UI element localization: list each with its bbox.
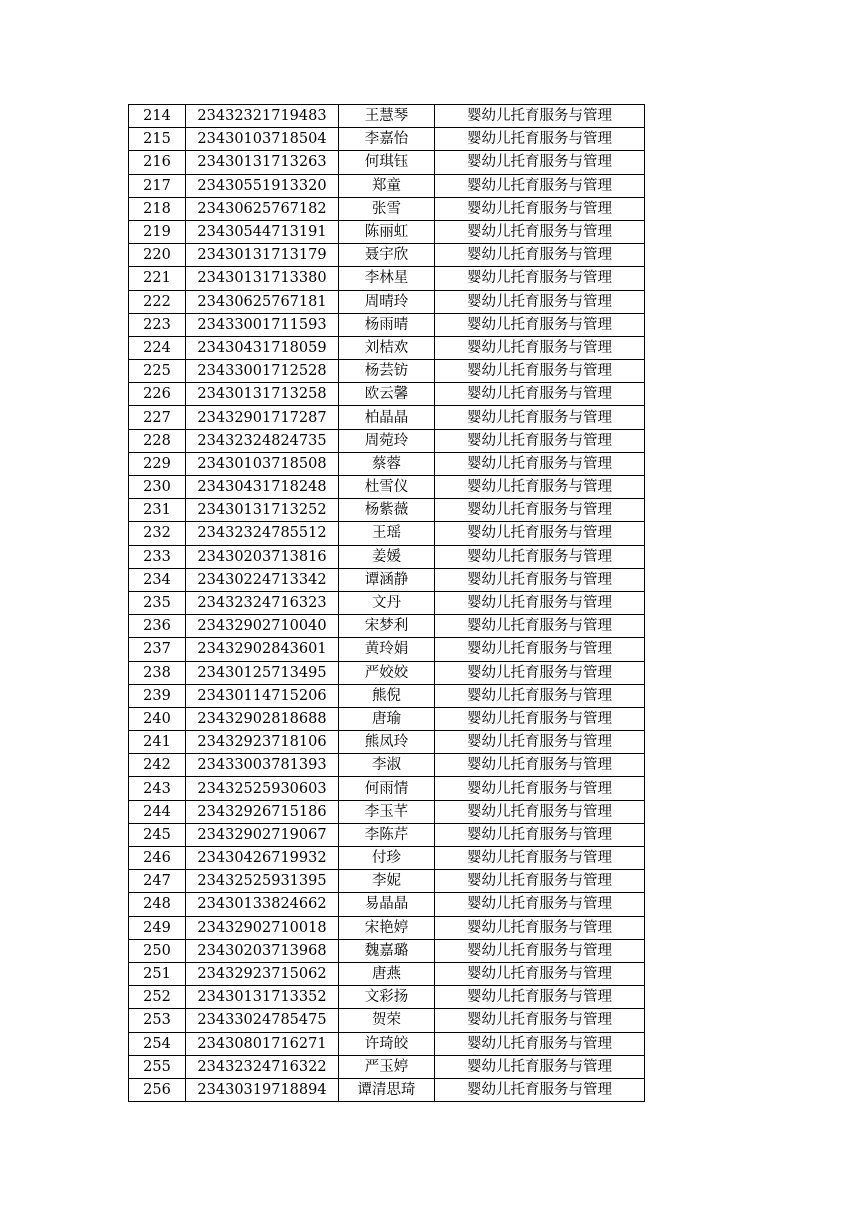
major-cell: 婴幼儿托育服务与管理	[435, 916, 645, 939]
student-id-cell: 23430114715206	[186, 684, 339, 707]
row-number-cell: 236	[129, 615, 186, 638]
major-cell: 婴幼儿托育服务与管理	[435, 754, 645, 777]
major-cell: 婴幼儿托育服务与管理	[435, 429, 645, 452]
student-id-cell: 23432324785512	[186, 522, 339, 545]
table-row	[129, 429, 645, 452]
row-number-cell: 233	[129, 545, 186, 568]
table-row	[129, 1055, 645, 1078]
student-id-cell: 23432321719483	[186, 105, 339, 128]
student-name-cell: 王慧琴	[339, 105, 435, 128]
row-number-cell: 244	[129, 800, 186, 823]
student-name-cell: 李妮	[339, 870, 435, 893]
student-name-cell: 王瑶	[339, 522, 435, 545]
student-name-cell: 柏晶晶	[339, 406, 435, 429]
row-number-cell: 222	[129, 290, 186, 313]
student-name-cell: 杨紫薇	[339, 499, 435, 522]
row-number-cell: 250	[129, 939, 186, 962]
student-id-cell: 23430103718504	[186, 128, 339, 151]
student-name-cell: 李玉芊	[339, 800, 435, 823]
row-number-cell: 241	[129, 731, 186, 754]
major-cell: 婴幼儿托育服务与管理	[435, 128, 645, 151]
table-row	[129, 1078, 645, 1101]
student-name-cell: 唐瑜	[339, 707, 435, 730]
student-id-cell: 23430625767181	[186, 290, 339, 313]
row-number-cell: 255	[129, 1055, 186, 1078]
student-id-cell: 23432902843601	[186, 638, 339, 661]
major-cell: 婴幼儿托育服务与管理	[435, 244, 645, 267]
table-row	[129, 939, 645, 962]
major-cell: 婴幼儿托育服务与管理	[435, 522, 645, 545]
student-name-cell: 李淑	[339, 754, 435, 777]
row-number-cell: 239	[129, 684, 186, 707]
row-number-cell: 217	[129, 174, 186, 197]
major-cell: 婴幼儿托育服务与管理	[435, 800, 645, 823]
major-cell: 婴幼儿托育服务与管理	[435, 499, 645, 522]
table-row	[129, 638, 645, 661]
student-id-cell: 23432902710018	[186, 916, 339, 939]
row-number-cell: 225	[129, 360, 186, 383]
student-name-cell: 谭涵静	[339, 568, 435, 591]
table-row	[129, 383, 645, 406]
table-row	[129, 870, 645, 893]
table-row	[129, 452, 645, 475]
student-id-cell: 23432324716323	[186, 591, 339, 614]
student-id-cell: 23430426719932	[186, 847, 339, 870]
major-cell: 婴幼儿托育服务与管理	[435, 452, 645, 475]
student-name-cell: 黄玲娟	[339, 638, 435, 661]
student-name-cell: 贺荣	[339, 1009, 435, 1032]
major-cell: 婴幼儿托育服务与管理	[435, 1009, 645, 1032]
row-number-cell: 248	[129, 893, 186, 916]
row-number-cell: 247	[129, 870, 186, 893]
major-cell: 婴幼儿托育服务与管理	[435, 336, 645, 359]
student-name-cell: 周菀玲	[339, 429, 435, 452]
student-id-cell: 23432525930603	[186, 777, 339, 800]
major-cell: 婴幼儿托育服务与管理	[435, 870, 645, 893]
student-name-cell: 文丹	[339, 591, 435, 614]
student-name-cell: 熊凤玲	[339, 731, 435, 754]
student-id-cell: 23430625767182	[186, 197, 339, 220]
student-id-cell: 23432324824735	[186, 429, 339, 452]
row-number-cell: 226	[129, 383, 186, 406]
student-name-cell: 杜雪仪	[339, 476, 435, 499]
student-id-cell: 23430131713352	[186, 986, 339, 1009]
student-name-cell: 付珍	[339, 847, 435, 870]
row-number-cell: 252	[129, 986, 186, 1009]
major-cell: 婴幼儿托育服务与管理	[435, 383, 645, 406]
major-cell: 婴幼儿托育服务与管理	[435, 777, 645, 800]
major-cell: 婴幼儿托育服务与管理	[435, 986, 645, 1009]
major-cell: 婴幼儿托育服务与管理	[435, 1032, 645, 1055]
student-id-cell: 23433003781393	[186, 754, 339, 777]
student-name-cell: 谭清思琦	[339, 1078, 435, 1101]
table-row	[129, 568, 645, 591]
student-name-cell: 何琪钰	[339, 151, 435, 174]
table-row	[129, 684, 645, 707]
major-cell: 婴幼儿托育服务与管理	[435, 545, 645, 568]
row-number-cell: 219	[129, 220, 186, 243]
student-name-cell: 唐燕	[339, 962, 435, 985]
student-name-cell: 姜媛	[339, 545, 435, 568]
student-id-cell: 23430131713252	[186, 499, 339, 522]
major-cell: 婴幼儿托育服务与管理	[435, 151, 645, 174]
table-row	[129, 615, 645, 638]
table-row	[129, 267, 645, 290]
row-number-cell: 214	[129, 105, 186, 128]
major-cell: 婴幼儿托育服务与管理	[435, 893, 645, 916]
table-row	[129, 707, 645, 730]
table-row	[129, 962, 645, 985]
table-row	[129, 220, 645, 243]
student-id-cell: 23432901717287	[186, 406, 339, 429]
row-number-cell: 228	[129, 429, 186, 452]
student-id-cell: 23430131713263	[186, 151, 339, 174]
student-id-cell: 23430125713495	[186, 661, 339, 684]
major-cell: 婴幼儿托育服务与管理	[435, 638, 645, 661]
student-name-cell: 熊倪	[339, 684, 435, 707]
table-row	[129, 1032, 645, 1055]
student-name-cell: 陈丽虹	[339, 220, 435, 243]
table-row	[129, 290, 645, 313]
major-cell: 婴幼儿托育服务与管理	[435, 939, 645, 962]
student-name-cell: 宋艳婷	[339, 916, 435, 939]
student-name-cell: 张雪	[339, 197, 435, 220]
student-id-cell: 23430801716271	[186, 1032, 339, 1055]
row-number-cell: 251	[129, 962, 186, 985]
roster-table-body	[129, 105, 645, 1102]
major-cell: 婴幼儿托育服务与管理	[435, 591, 645, 614]
student-name-cell: 蔡蓉	[339, 452, 435, 475]
major-cell: 婴幼儿托育服务与管理	[435, 313, 645, 336]
student-name-cell: 文彩扬	[339, 986, 435, 1009]
student-id-cell: 23432902710040	[186, 615, 339, 638]
major-cell: 婴幼儿托育服务与管理	[435, 267, 645, 290]
row-number-cell: 245	[129, 823, 186, 846]
student-id-cell: 23430431718248	[186, 476, 339, 499]
row-number-cell: 224	[129, 336, 186, 359]
table-row	[129, 476, 645, 499]
row-number-cell: 223	[129, 313, 186, 336]
row-number-cell: 238	[129, 661, 186, 684]
student-name-cell: 何雨情	[339, 777, 435, 800]
row-number-cell: 230	[129, 476, 186, 499]
student-id-cell: 23433001711593	[186, 313, 339, 336]
student-id-cell: 23433024785475	[186, 1009, 339, 1032]
student-id-cell: 23430203713816	[186, 545, 339, 568]
student-name-cell: 杨芸钫	[339, 360, 435, 383]
table-row	[129, 800, 645, 823]
major-cell: 婴幼儿托育服务与管理	[435, 174, 645, 197]
student-id-cell: 23430131713179	[186, 244, 339, 267]
major-cell: 婴幼儿托育服务与管理	[435, 962, 645, 985]
row-number-cell: 220	[129, 244, 186, 267]
table-row	[129, 128, 645, 151]
student-id-cell: 23430133824662	[186, 893, 339, 916]
row-number-cell: 216	[129, 151, 186, 174]
table-row	[129, 360, 645, 383]
major-cell: 婴幼儿托育服务与管理	[435, 290, 645, 313]
row-number-cell: 243	[129, 777, 186, 800]
student-name-cell: 严姣姣	[339, 661, 435, 684]
student-id-cell: 23432923715062	[186, 962, 339, 985]
student-id-cell: 23432902719067	[186, 823, 339, 846]
major-cell: 婴幼儿托育服务与管理	[435, 1055, 645, 1078]
row-number-cell: 240	[129, 707, 186, 730]
student-id-cell: 23432324716322	[186, 1055, 339, 1078]
major-cell: 婴幼儿托育服务与管理	[435, 684, 645, 707]
table-row	[129, 591, 645, 614]
major-cell: 婴幼儿托育服务与管理	[435, 360, 645, 383]
student-id-cell: 23430131713380	[186, 267, 339, 290]
student-name-cell: 李林星	[339, 267, 435, 290]
row-number-cell: 227	[129, 406, 186, 429]
table-row	[129, 1009, 645, 1032]
student-name-cell: 许琦皎	[339, 1032, 435, 1055]
student-id-cell: 23430103718508	[186, 452, 339, 475]
row-number-cell: 232	[129, 522, 186, 545]
major-cell: 婴幼儿托育服务与管理	[435, 731, 645, 754]
student-id-cell: 23430544713191	[186, 220, 339, 243]
student-roster-table	[128, 104, 645, 1102]
table-row	[129, 174, 645, 197]
row-number-cell: 231	[129, 499, 186, 522]
major-cell: 婴幼儿托育服务与管理	[435, 1078, 645, 1101]
table-row	[129, 406, 645, 429]
major-cell: 婴幼儿托育服务与管理	[435, 823, 645, 846]
student-id-cell: 23430203713968	[186, 939, 339, 962]
table-row	[129, 893, 645, 916]
table-row	[129, 522, 645, 545]
student-name-cell: 杨雨晴	[339, 313, 435, 336]
table-row	[129, 244, 645, 267]
row-number-cell: 253	[129, 1009, 186, 1032]
student-id-cell: 23432525931395	[186, 870, 339, 893]
table-row	[129, 777, 645, 800]
table-row	[129, 823, 645, 846]
student-name-cell: 易晶晶	[339, 893, 435, 916]
row-number-cell: 246	[129, 847, 186, 870]
row-number-cell: 215	[129, 128, 186, 151]
row-number-cell: 218	[129, 197, 186, 220]
student-name-cell: 周晴玲	[339, 290, 435, 313]
row-number-cell: 221	[129, 267, 186, 290]
row-number-cell: 256	[129, 1078, 186, 1101]
major-cell: 婴幼儿托育服务与管理	[435, 661, 645, 684]
student-name-cell: 魏嘉璐	[339, 939, 435, 962]
student-id-cell: 23430551913320	[186, 174, 339, 197]
row-number-cell: 234	[129, 568, 186, 591]
major-cell: 婴幼儿托育服务与管理	[435, 568, 645, 591]
major-cell: 婴幼儿托育服务与管理	[435, 847, 645, 870]
major-cell: 婴幼儿托育服务与管理	[435, 197, 645, 220]
row-number-cell: 249	[129, 916, 186, 939]
student-name-cell: 郑童	[339, 174, 435, 197]
table-row	[129, 197, 645, 220]
table-row	[129, 661, 645, 684]
student-id-cell: 23432923718106	[186, 731, 339, 754]
row-number-cell: 235	[129, 591, 186, 614]
student-id-cell: 23433001712528	[186, 360, 339, 383]
row-number-cell: 237	[129, 638, 186, 661]
table-row	[129, 754, 645, 777]
student-name-cell: 聂宇欣	[339, 244, 435, 267]
table-row	[129, 916, 645, 939]
major-cell: 婴幼儿托育服务与管理	[435, 406, 645, 429]
student-id-cell: 23430131713258	[186, 383, 339, 406]
table-row	[129, 151, 645, 174]
student-name-cell: 刘桔欢	[339, 336, 435, 359]
student-id-cell: 23432926715186	[186, 800, 339, 823]
major-cell: 婴幼儿托育服务与管理	[435, 615, 645, 638]
table-row	[129, 731, 645, 754]
table-row	[129, 986, 645, 1009]
student-name-cell: 李陈芹	[339, 823, 435, 846]
student-name-cell: 欧云馨	[339, 383, 435, 406]
student-id-cell: 23430319718894	[186, 1078, 339, 1101]
row-number-cell: 242	[129, 754, 186, 777]
student-name-cell: 李嘉怡	[339, 128, 435, 151]
table-row	[129, 847, 645, 870]
major-cell: 婴幼儿托育服务与管理	[435, 476, 645, 499]
table-row	[129, 105, 645, 128]
table-row	[129, 499, 645, 522]
row-number-cell: 254	[129, 1032, 186, 1055]
student-name-cell: 宋梦利	[339, 615, 435, 638]
major-cell: 婴幼儿托育服务与管理	[435, 707, 645, 730]
major-cell: 婴幼儿托育服务与管理	[435, 220, 645, 243]
student-id-cell: 23430431718059	[186, 336, 339, 359]
table-row	[129, 313, 645, 336]
student-name-cell: 严玉婷	[339, 1055, 435, 1078]
major-cell: 婴幼儿托育服务与管理	[435, 105, 645, 128]
table-row	[129, 545, 645, 568]
table-row	[129, 336, 645, 359]
student-id-cell: 23430224713342	[186, 568, 339, 591]
student-id-cell: 23432902818688	[186, 707, 339, 730]
row-number-cell: 229	[129, 452, 186, 475]
